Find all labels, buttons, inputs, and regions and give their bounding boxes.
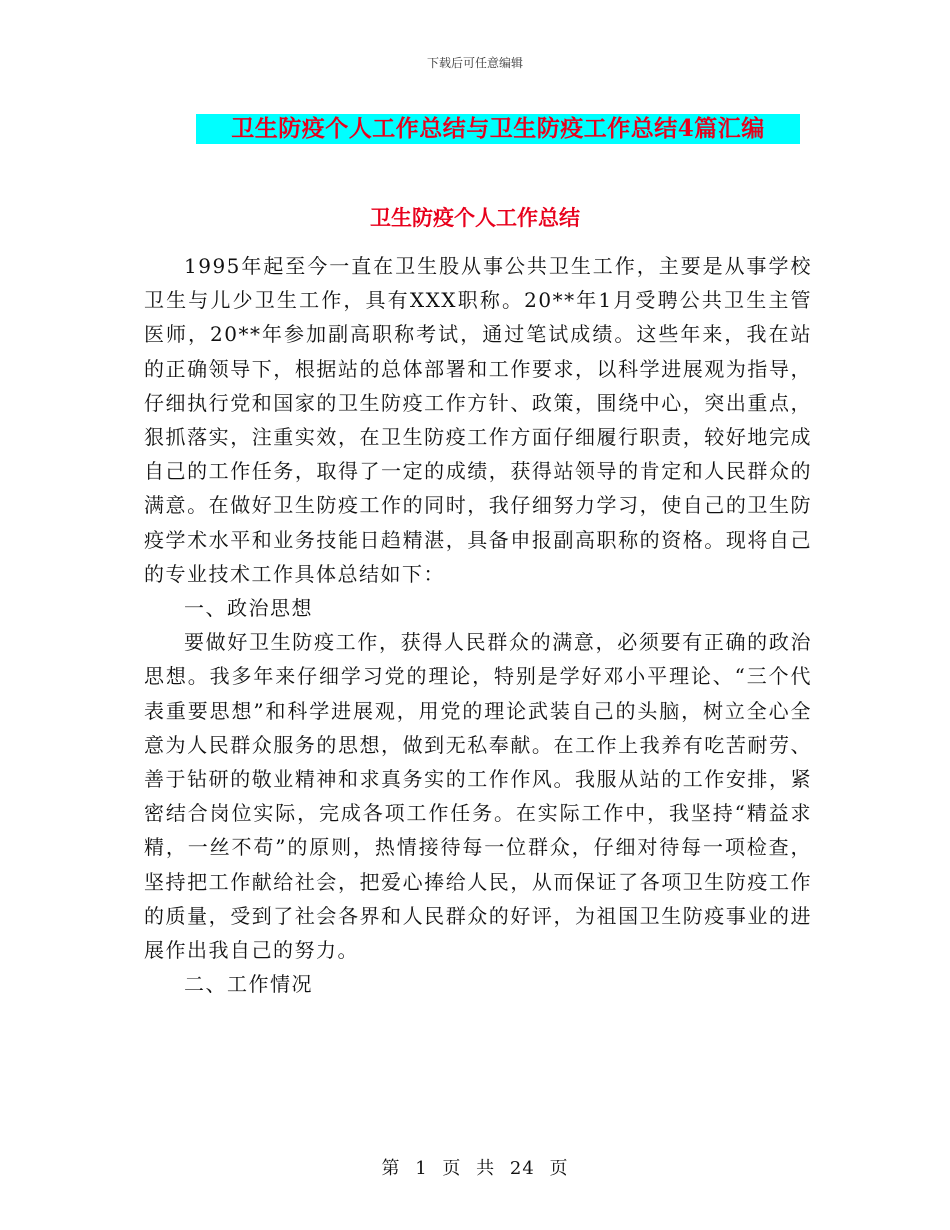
section-title: 卫生防疫个人工作总结: [370, 205, 580, 230]
footer-total-unit: 页: [549, 1158, 569, 1179]
document-body: [144, 249, 812, 1001]
heading-work-situation: 二、工作情况: [184, 972, 313, 997]
page-footer: [0, 1154, 950, 1180]
header-note: 下载后可任意编辑: [426, 56, 523, 70]
footer-prefix: 第: [381, 1158, 401, 1179]
paragraph-intro: 1995年起至今一直在卫生股从事公共卫生工作，主要是从事学校卫生与儿少卫生工作，具有XXX职称。20**年1月受聘公共卫生主管医师，20**年参加副高职称考试，通过笔试成绩。这些年来，我在站的正确领导下，根据站的总体部署和工作要求，以科学进展观为指导，仔细执行党和国家的卫生防疫工作方针、政策，围绕中心，突出重点，狠抓落实，注重实效，在卫生防疫工作方面仔细履行职责，较好地完成自己的工作任务，取得了一定的成绩，获得站领导的肯定和人民群众的满意。在做好卫生防疫工作的同时，我仔细努力学习，使自己的卫生防疫学术水平和业务技能日趋精湛，具备申报副高职称的资格。现将自己的专业技术工作具体总结如下：: [144, 254, 812, 586]
footer-total-prefix: 共: [476, 1158, 496, 1179]
footer-page-unit: 页: [442, 1158, 462, 1179]
paragraph-political-thought: 要做好卫生防疫工作，获得人民群众的满意，必须要有正确的政治思想。我多年来仔细学习党的理论，特别是学好邓小平理论、“三个代表重要思想”和科学进展观，用党的理论武装自己的头脑，树立全心全意为人民群众服务的思想，做到无私奉献。在工作上我养有吃苦耐劳、善于钻研的敬业精神和求真务实的工作作风。我服从站的工作安排，紧密结合岗位实际，完成各项工作任务。在实际工作中，我坚持“精益求精，一丝不苟”的原则，热情接待每一位群众，仔细对待每一项检查，坚持把工作献给社会，把爱心捧给人民，从而保证了各项卫生防疫工作的质量，受到了社会各界和人民群众的好评，为祖国卫生防疫事业的进展作出我自己的努力。: [144, 630, 812, 963]
heading-political-thought: 一、政治思想: [184, 596, 313, 621]
document-title-highlight: [196, 114, 800, 144]
footer-page-number: 1: [415, 1158, 428, 1179]
document-title: 卫生防疫个人工作总结与卫生防疫工作总结4篇汇编: [231, 115, 765, 142]
footer-total-pages: 24: [509, 1158, 535, 1179]
